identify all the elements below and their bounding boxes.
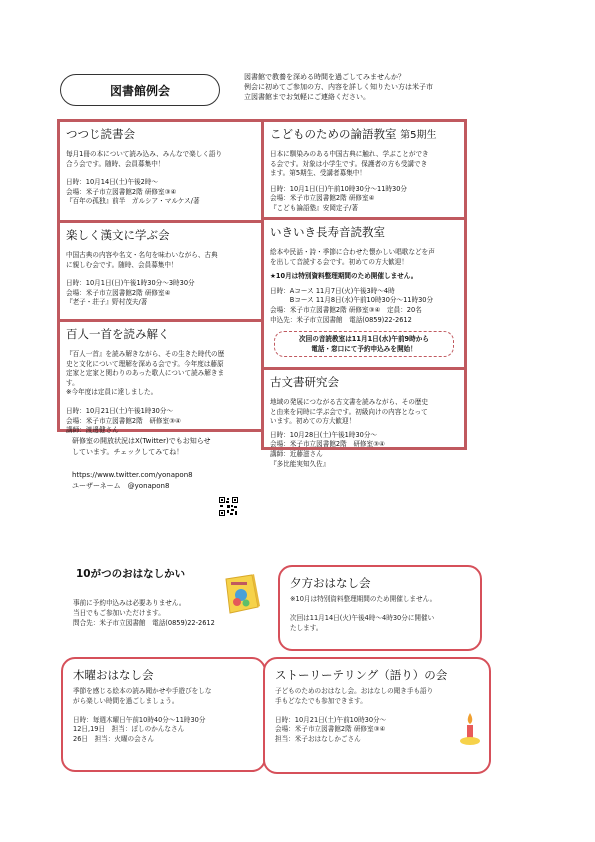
intro-line: 図書館で教養を深める時間を過ごしてみませんか？ (244, 73, 405, 81)
mokuyo-line: がら楽しい時間を過ごしましょう。 (73, 696, 179, 705)
storytelling-line: 会場：米子市立図書館2階 研修室③④ (275, 725, 386, 734)
club-desc: ます。第5期生、受講者募集中！ (270, 169, 366, 178)
club-detail: 『百年の孤独』前半 ガルシア・マルケス/著 (66, 197, 200, 206)
picture-book-icon (222, 573, 262, 615)
mokuyo-title: 木曜おはなし会 (73, 668, 154, 682)
club-title: 楽しく漢文に学ぶ会 (66, 228, 170, 242)
club-detail: 『こども論語塾』安岡定子/著 (270, 203, 358, 212)
mokuyo-ohanashi-box (61, 657, 266, 772)
club-desc: 日本に馴染みのある中国古典に触れ、学ぶことができ (270, 150, 429, 158)
storytelling-line (275, 706, 479, 716)
qr-code-icon (219, 497, 238, 516)
storytelling-line: 子どものためのおはなし会。おはなしの聞き手も語り (275, 687, 434, 695)
storytime-line: 事前に予約申込みは必要ありません。 (73, 599, 186, 607)
club-detail: 会場：米子市立図書館2階 研修室③④ 定員：20名 (270, 305, 422, 314)
storytelling-title: ストーリーテリング（語り）の会 (275, 668, 448, 682)
mokuyo-line: 日時：毎週木曜日午前10時40分～11時30分 (73, 715, 206, 724)
club-desc: す。 (66, 378, 79, 387)
twitter-notice (72, 436, 262, 492)
club-title (270, 126, 458, 142)
club-kanbun (57, 220, 264, 322)
club-detail: 日時：10月1日(日)午後1時30分～3時30分 (66, 279, 195, 288)
club-desc: を出して音読する会です。初めての方大歓迎！ (270, 257, 408, 266)
club-komonjo (261, 367, 467, 468)
club-detail: 会場：米子市立図書館2階 研修室③④ (270, 440, 385, 449)
page-title: 図書館例会 (109, 83, 170, 98)
yugata-line: たします。 (290, 623, 323, 632)
club-detail: 日時：10月21日(土)午後1時30分～ (66, 406, 174, 415)
club-title-text: こどものための論語教室 (270, 127, 397, 141)
intro-text (244, 72, 474, 102)
club-desc: 絵本や民話・詩・季節に合わせた懐かしい唱歌などを声 (270, 248, 435, 256)
twitter-url-link[interactable]: https://www.twitter.com/yonapon8 (72, 471, 193, 479)
club-desc: に親しむ会です。随時、会員募集中！ (66, 260, 178, 269)
storytelling-line: 手もどなたでも参加できます。 (275, 696, 367, 705)
club-desc: と由来を同時に学ぶ会です。初級向けの内容となって (270, 407, 428, 416)
reservation-notice (274, 331, 454, 357)
page-title-badge (60, 74, 220, 106)
club-desc: 毎月1冊の本について読み込み、みんなで楽しく語り (66, 150, 223, 158)
club-desc: 定家と定家と関わりのあった歌人について読み解きま (66, 369, 225, 378)
club-desc: 史と文化について理解を深める会です。今年度は藤原 (66, 359, 224, 368)
club-desc: 合う会です。随時、会員募集中！ (66, 159, 165, 168)
club-detail: 日時：10月14日(土)午後2時～ (66, 178, 159, 187)
notice-line: 次回の音読教室は11月1日(水)午前9時から (299, 335, 429, 344)
twitter-line: 研修室の開放状況はX(Twitter)でもお知らせ (72, 437, 211, 445)
club-detail: 会場：米子市立図書館2階 研修室④ (270, 194, 375, 203)
club-rongo (261, 119, 467, 220)
storytelling-line: 担当：米子おはなしかごさん (275, 734, 361, 743)
club-badge: 第5期生 (400, 130, 437, 141)
yugata-ohanashi-box (278, 565, 482, 651)
club-detail: 会場：米子市立図書館2階 研修室③④ (66, 187, 177, 196)
club-detail: 日時：10月28日(土)午後1時30分～ (270, 430, 378, 439)
club-desc: 中国古典の内容や名文・名句を味わいながら、古典 (66, 251, 218, 259)
club-detail: 日時：10月1日(日)午前10時30分～11時30分 (270, 184, 408, 193)
club-desc: 地域の発展につながる古文書を読みながら、その歴史 (270, 398, 429, 406)
club-desc: 『百人一首』を読み解きながら、その生きた時代の歴 (66, 350, 225, 358)
club-detail: 『多比能実知久佐』 (270, 459, 330, 468)
club-desc: る会です。対象は小学生です。保護者の方も受講でき (270, 159, 428, 168)
club-detail: 会場：米子市立図書館2階 研修室④ (66, 288, 171, 297)
club-tsutsuji (57, 119, 264, 223)
club-special-note: ★10月は特別資料整理期間のため開催しません。 (270, 272, 418, 281)
storytime-title: 10がつのおはなしかい (76, 568, 186, 580)
twitter-username: ユーザーネーム @yonapon8 (72, 482, 170, 490)
club-detail: 日時：Aコース 11月7日(火)午後3時～4時 (270, 286, 395, 295)
club-desc: ※今年度は定員に達しました。 (66, 388, 158, 397)
mokuyo-line: 季節を感じる絵本の読み聞かせや手遊びをしな (73, 687, 212, 695)
club-title: いきいき長寿音読教室 (270, 225, 385, 239)
mokuyo-line: 26日 担当：火曜の会さん (73, 734, 154, 743)
yugata-line: ※10月は特別資料整理期間のため開催しません。 (290, 595, 437, 603)
club-detail: 講師：近藤滋さん (270, 449, 323, 458)
intro-line: 例会に初めてご参加の方、内容を詳しく知りたい方は米子市 (244, 83, 433, 91)
club-detail: 講師：渡邊健さん (66, 426, 119, 435)
storytime-line: 当日でもご参加いただけます。 (73, 609, 165, 617)
intro-line: 立図書館までお気軽にご連絡ください。 (244, 93, 370, 101)
candle-icon (457, 711, 483, 747)
club-detail: 『老子・荘子』野村茂夫/著 (66, 298, 148, 307)
storytelling-box (263, 657, 491, 774)
yugata-title: 夕方おはなし会 (290, 576, 371, 590)
club-hyakunin (57, 319, 264, 435)
club-detail: 申込先：米子市立図書館 電話(0859)22-2612 (270, 315, 412, 324)
club-title: つつじ読書会 (66, 127, 135, 141)
yugata-line (290, 605, 470, 615)
club-detail: Bコース 11月8日(水)午前10時30分～11時30分 (270, 296, 434, 305)
storytelling-line: 日時：10月21日(土)午前10時30分～ (275, 715, 387, 724)
club-desc: います。初めての方大歓迎！ (270, 417, 356, 426)
club-title: 百人一首を読み解く (66, 327, 170, 341)
yugata-line: 次回は11月14日(火)午後4時～4時30分に開催い (290, 614, 435, 623)
notice-line: 電話・窓口にて予約申込みを開始！ (311, 345, 417, 354)
club-title: 古文書研究会 (270, 375, 339, 389)
mokuyo-line (73, 706, 254, 716)
mokuyo-line: 12日,19日 担当：ぽしのかんなさん (73, 725, 185, 734)
club-ikiiki (261, 217, 467, 370)
twitter-line: しています。チェックしてみてね！ (72, 448, 184, 456)
storytime-line: 問合先：米子市立図書館 電話(0859)22-2612 (73, 619, 215, 627)
club-detail: 会場：米子市立図書館2階 研修室③④ (66, 416, 181, 425)
